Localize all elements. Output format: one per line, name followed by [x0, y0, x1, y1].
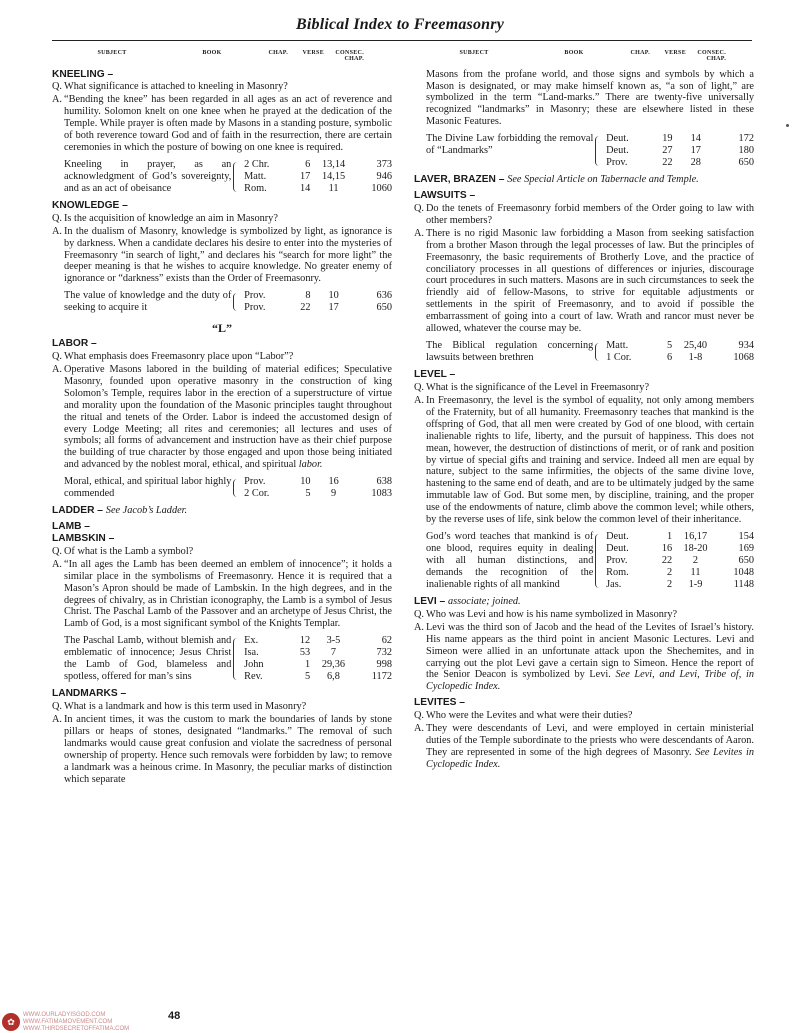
headword: LAMB – [52, 521, 90, 533]
answer: A. They were descendants of Levi, and were employed in certain ministerial duties of the Temple subordinate to the priests who were descendants of Aaron. They are represented in some of the high degrees of Masonry. See Levites in Cyclopedic Index. [414, 723, 754, 770]
heading-verse: VERSE [302, 50, 324, 56]
reference-row: Deut. 19 14 172 [606, 133, 754, 145]
reference-table [244, 635, 392, 683]
question: Q. Is the acquisition of knowledge an aim in Masonry? [52, 212, 278, 224]
reference-row: Prov. 22 17 650 [244, 302, 392, 314]
brace [233, 479, 242, 497]
answer: A. In ancient times, it was the custom to mark the boundaries of lands by stone pillars or heaps of stones, designated “landmarks.” The removal of such landmarks would cause great confusion and violate the sacredness of personal ownership of property. Hence such removals were forbidden by law; to remove a landmark was a heinous crime. In Masonry, the peculiar marks of distinction which separate [52, 713, 392, 785]
reference-text: The Divine Law forbidding the removal of “Landmarks” [426, 133, 594, 157]
question: Q. What is a landmark and how is this term used in Masonry? [52, 700, 307, 712]
entry-lawsuits [414, 190, 754, 364]
entry-landmarks [52, 688, 392, 785]
reference-row: Rom. 14 11 1060 [244, 182, 392, 194]
scripture-reference [426, 531, 754, 591]
reference-row: Rom. 2 11 1048 [606, 566, 754, 578]
left-column [52, 50, 392, 789]
question: Q. Of what is the Lamb a symbol? [52, 545, 194, 557]
answer-continued: Masons from the profane world, and those signs and symbols by which a Mason is designated, or may make himself known as, “a son of light,” are symbolized in the term “Land-marks.” There are twenty-five universally recognized “landmarks” in Masonry; these are elsewhere listed in these Masonic Features. [426, 68, 754, 128]
entry-laver [414, 174, 754, 186]
heading-chap: CHAP. [268, 50, 288, 56]
answer: A. Levi was the third son of Jacob and the head of the Levites of Israel’s history. His name appears as the third point in ancient Masonic Lectures. Levi and Simeon were allied in an unfortunate attack upon the Shechemites, and in carrying out the plot Levi gave a certain sign to Simeon. Hence the report of the Senior Deacon is symbolized by Levi. See Levi, and Levi, Tribe of, in Cyclopedic Index. [414, 621, 755, 693]
heading-subject: SUBJECT [459, 50, 489, 56]
reference-text: The value of knowledge and the duty of seeking to acquire it [64, 290, 232, 314]
headword: KNOWLEDGE – [52, 199, 128, 211]
entry-lamb [52, 521, 392, 683]
question: Q. Who were the Levites and what were their duties? [414, 710, 633, 722]
column-headings [52, 50, 392, 63]
scripture-reference [426, 133, 754, 169]
column-headings [414, 50, 754, 63]
reference-table [244, 159, 392, 195]
headword: LAWSUITS – [414, 190, 476, 202]
headword: LEVI – associate; joined. [414, 595, 521, 607]
page-number: 48 [168, 1010, 181, 1022]
brace [595, 534, 604, 588]
scripture-reference [64, 159, 392, 195]
reference-row: Ex. 12 3-5 62 [244, 635, 392, 647]
reference-row: Rev. 5 6,8 1172 [244, 671, 392, 683]
reference-table [606, 133, 754, 169]
headword: LADDER – See Jacob’s Ladder. [52, 505, 188, 517]
reference-row: Matt. 17 14,15 946 [244, 170, 392, 182]
reference-row: Jas. 2 1-9 1148 [606, 578, 754, 590]
watermark-logo-icon: ✿ [2, 1013, 20, 1031]
answer: A. There is no rigid Masonic law forbidding a Mason from seeking satisfaction from a brother Mason through the legal processes of law. But the principles of Freemasonry, the basic requirements of Brotherly Love, and the practice of conciliatory processes in all questions of differences or injuries, discourage court procedures in such matters. Masons are in such circumstances to seek the friendly aid of fellow-Masons, to strive for equitable adjustments or settlements in the spirit of Freemasonry, and to avoid if possible the embarrassment of going into a court of law. Wrath and rancor must never be allowed, whatever the course may be. [414, 227, 754, 335]
reference-row: Deut. 16 18-20 169 [606, 543, 754, 555]
reference-row: Prov. 8 10 636 [244, 290, 392, 302]
reference-row: Prov. 22 28 650 [606, 157, 754, 169]
scripture-reference [64, 635, 392, 683]
reference-row: John 1 29,36 998 [244, 659, 392, 671]
answer: A. “Bending the knee” has been regarded in all ages as an act of reverence and humility. Solomon knelt on one knee when he prayed at the dedication of the Temple. While prayer is often made by Masons in a standing posture, symbolic of both reverence toward God and of faith in the resurrection, there are certain ceremonies in which the posture of bowing on one knee is required. [52, 94, 392, 154]
reference-row: Deut. 1 16,17 154 [606, 531, 754, 543]
header-rule [52, 40, 752, 41]
brace [233, 293, 242, 311]
watermark-text: WWW.OURLADYISGOD.COM WWW.FATIMAMOVEMENT.COM WWW.THIRDSECRETOFFATIMA.COM [23, 1012, 130, 1032]
heading-chap: CHAP. [630, 50, 650, 56]
question: Q. What significance is attached to kneeling in Masonry? [52, 81, 288, 93]
section-letter: “L” [211, 321, 232, 336]
reference-row: 2 Chr. 6 13,14 373 [244, 159, 392, 171]
entry-level [414, 369, 754, 591]
heading-book: BOOK [202, 50, 222, 56]
brace [595, 343, 604, 361]
right-column [414, 50, 754, 775]
question: Q. What is the significance of the Level in Freemasonry? [414, 381, 650, 393]
answer: A. “In all ages the Lamb has been deemed an emblem of innocence”; it holds a similar place in the symbolisms of Freemasonry. Hence it is required that a Mason’s Apron should be made of Lambskin. In the high degrees, and in the degrees of chivalry, as in Christian iconography, the Lamb is a symbol of Jesus Christ. The Paschal Lamb of the Passover and an archetype of Jesus Christ, the Lamb of God, is a most significant symbol of the Knights Templar. [52, 558, 392, 630]
reference-text: Kneeling in prayer, as an acknowledgment of God’s sovereignty, and as an act of obeisance [64, 159, 232, 194]
headword: LEVEL – [414, 369, 456, 381]
headword: KNEELING – [52, 68, 114, 80]
reference-row: 1 Cor. 6 1-8 1068 [606, 352, 754, 364]
headword: LEVITES – [414, 697, 465, 709]
headword: LAMBSKIN – [52, 532, 115, 544]
entry-knowledge [52, 200, 392, 314]
question: Q. Who was Levi and how is his name symbolized in Masonry? [414, 608, 678, 620]
reference-text: The Paschal Lamb, without blemish and emblematic of innocence; Jesus Christ the Lamb of God, blameless and spotless, offered for man’s sins [64, 635, 232, 683]
scripture-reference [64, 290, 392, 314]
reference-text: God’s word teaches that mankind is of one blood, requires equity in dealing with all human distinctions, and demands the recognition of the inalienable rights of all mankind [426, 531, 594, 590]
brace [233, 162, 242, 192]
heading-consec: CONSEC. CHAP. [335, 50, 364, 63]
reference-text: The Biblical regulation concerning lawsuits between brethren [426, 340, 594, 364]
entry-kneeling [52, 69, 392, 195]
reference-table [606, 340, 754, 364]
reference-row: 2 Cor. 5 9 1083 [244, 488, 392, 500]
ink-speck [786, 124, 789, 127]
brace [233, 638, 242, 680]
brace [595, 136, 604, 166]
reference-row: Matt. 5 25,40 934 [606, 340, 754, 352]
entry-levites [414, 697, 754, 771]
answer: A. In the dualism of Masonry, knowledge is symbolized by light, as ignorance is by darkness. When a candidate declares his desire to enter into the mysteries of Freemasonry “in search of light,” and declares his “search for more light” the deeper meaning is that he wishes to acquire knowledge. No greater enemy of ignorance or “darkness” exists than the Order of Freemasonry. [52, 225, 392, 285]
heading-subject: SUBJECT [97, 50, 127, 56]
reference-table [244, 476, 392, 500]
page-header [0, 16, 800, 34]
page-title: Biblical Index to Freemasonry [295, 16, 505, 33]
reference-text: Moral, ethical, and spiritual labor highly commended [64, 476, 232, 500]
entry-levi [414, 596, 754, 694]
reference-row: Prov. 10 16 638 [244, 476, 392, 488]
headword: LABOR – [52, 338, 97, 350]
headword: LAVER, BRAZEN – See Special Article on Tabernacle and Temple. [414, 174, 699, 186]
question: Q. What emphasis does Freemasonry place upon “Labor”? [52, 350, 294, 362]
question: Q. Do the tenets of Freemasonry forbid members of the Order going to law with other members? [414, 202, 754, 226]
reference-row: Prov. 22 2 650 [606, 555, 754, 566]
scripture-reference [426, 340, 754, 364]
entry-ladder [52, 505, 392, 517]
scripture-reference [64, 476, 392, 500]
reference-row: Deut. 27 17 180 [606, 145, 754, 157]
entry-landmarks-continued [414, 69, 754, 170]
reference-table [606, 531, 754, 591]
heading-consec: CONSEC. CHAP. [697, 50, 726, 63]
heading-book: BOOK [564, 50, 584, 56]
headword: LANDMARKS – [52, 688, 127, 700]
reference-row: Isa. 53 7 732 [244, 647, 392, 659]
reference-table [244, 290, 392, 314]
watermark [2, 1012, 129, 1033]
answer: A. In Freemasonry, the level is the symbol of equality, not only among members of the Fraternity, but of all humanity. Freemasonry teaches that mankind is the offspring of God, that all men were created by God of one blood, with certain inalienable rights to life, liberty, and the pursuit of happiness. This does not mean, however, the destruction of distinctions of merit, or of rank and position by virtue of special gifts and training and service. Indeed all men are equal by nature, subject to the same infirmities, the objects of the same divine love, hastening to the same end of death, and are to be ultimately judged by the same immutable law of God. But some men, by discipline, training, and the proper use of the endowments of nature, climb above the common level; while others, by the reverse uses of life, sink below the common level of their inheritance. [414, 394, 754, 526]
heading-verse: VERSE [664, 50, 686, 56]
entry-labor [52, 338, 392, 500]
answer: A. Operative Masons labored in the building of material edifices; Speculative Masonry, founded upon operative masonry in the construction of king Solomon’s Temple, requires labor in the erection of a superstructure of virtue and morality upon the foundation of the Masonic principles taught throughout the ritual and tenets of the Order. Labor is indeed the accustomed design of every Lodge Meeting; all rites and ceremonies; all lectures and uses of symbols; all forms of advancement and instruction have as their chief purpose the building of true character by those engaged and upon those being initiated and advanced by the noblest moral, ethical, and spiritual labor. [52, 363, 392, 471]
